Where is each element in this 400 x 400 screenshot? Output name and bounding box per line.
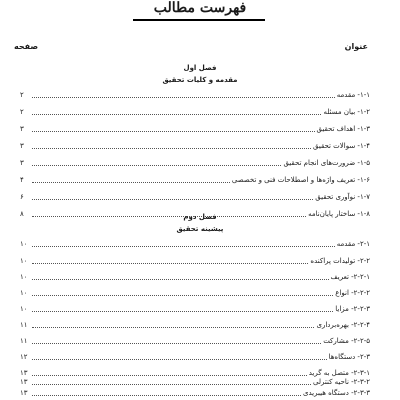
toc-entry-page: ۲	[20, 91, 24, 99]
toc-entry-page: ۴	[20, 176, 24, 184]
dot-leader	[32, 279, 329, 280]
toc-entry-page: ۱۳	[20, 369, 28, 377]
toc-entry[interactable]	[20, 270, 370, 282]
toc-entry[interactable]	[20, 334, 370, 346]
dot-leader	[32, 199, 313, 200]
toc-entry[interactable]	[20, 105, 370, 117]
chapter2-subtitle: پیشینه تحقیق	[176, 225, 224, 233]
chapter1-subtitle: مقدمه و کلیات تحقیق	[162, 76, 238, 84]
toc-entry-title: ۲-۳-۲- ناحیه کنترلی	[313, 378, 370, 386]
toc-entry[interactable]	[20, 386, 370, 398]
dot-leader	[32, 263, 308, 264]
toc-entry-title: ۲-۱- مقدمه	[336, 240, 370, 248]
dot-leader	[32, 327, 314, 328]
dot-leader	[32, 246, 335, 247]
dot-leader	[32, 131, 315, 132]
toc-entry-page: ۸	[20, 210, 24, 218]
toc-entry-title: ۲-۲-۳- مزایا	[335, 305, 370, 313]
toc-entry-title: ۲-۲-۲- انواع	[335, 289, 370, 297]
toc-entry[interactable]	[20, 122, 370, 134]
chapter1-heading: فصل اول	[183, 64, 217, 72]
dot-leader	[32, 343, 321, 344]
toc-entry-page: ۳	[20, 125, 24, 133]
toc-entry[interactable]	[20, 350, 370, 362]
dot-leader	[32, 182, 230, 183]
toc-entry-page: ۱۰	[20, 273, 28, 281]
toc-entry[interactable]	[20, 237, 370, 249]
toc-entry[interactable]	[20, 286, 370, 298]
toc-entry-title: ۲-۳- دستگاه‌ها	[328, 353, 370, 361]
toc-entry-title: ۱-۷- نوآوری تحقیق	[315, 193, 370, 201]
toc-entry-title: ۱-۵- ضرورت‌های انجام تحقیق	[283, 159, 370, 167]
toc-entry-page: ۱۱	[20, 337, 28, 345]
toc-entry-title: ۱-۸- ساختار پایان‌نامه	[308, 210, 370, 218]
page-title: فهرست مطالب	[153, 0, 247, 16]
toc-entry[interactable]	[20, 88, 370, 100]
toc-entry-title: ۱-۳- اهداف تحقیق	[316, 125, 370, 133]
toc-entry-page: ۳	[20, 159, 24, 167]
chapter2-heading: فصل دوم	[183, 213, 217, 221]
toc-entry-page: ۶	[20, 193, 24, 201]
dot-leader	[32, 295, 333, 296]
toc-entry-title: ۲-۲-۱- تعریف	[330, 273, 370, 281]
subject-column-header: عنوان	[344, 42, 368, 51]
toc-entry[interactable]	[20, 318, 370, 330]
dot-leader	[32, 114, 321, 115]
toc-entry-page: ۱۲	[20, 353, 28, 361]
toc-entry-title: ۲-۲-۴- بهره‌برداری	[316, 321, 370, 329]
toc-entry-title: ۱-۲- بیان مسئله	[323, 108, 370, 116]
toc-entry[interactable]	[20, 190, 370, 202]
toc-entry[interactable]	[20, 173, 370, 185]
dot-leader	[32, 384, 311, 385]
toc-entry-title: ۲-۲-۵- مشارکت	[323, 337, 370, 345]
dot-leader	[32, 97, 335, 98]
toc-entry-page: ۱۳	[20, 389, 28, 397]
toc-entry-page: ۲	[20, 108, 24, 116]
dot-leader	[32, 148, 311, 149]
dot-leader	[32, 395, 301, 396]
toc-entry-title: ۱-۱- مقدمه	[336, 91, 370, 99]
toc-entry-page: ۱۰	[20, 240, 28, 248]
title-underline	[133, 19, 265, 21]
toc-entry-page: ۱۳	[20, 378, 28, 386]
toc-entry-title: ۱-۴- سوالات تحقیق	[313, 142, 370, 150]
toc-entry[interactable]	[20, 139, 370, 151]
dot-leader	[32, 311, 333, 312]
toc-entry-title: ۲-۳-۱- متصل به گرید	[308, 369, 370, 377]
toc-entry[interactable]	[20, 302, 370, 314]
toc-entry-title: ۲-۲- تولیدات پراکنده	[310, 257, 370, 265]
toc-entry-page: ۱۰	[20, 305, 28, 313]
toc-entry-page: ۱۰	[20, 257, 28, 265]
dot-leader	[32, 165, 281, 166]
dot-leader	[32, 359, 327, 360]
toc-entry-title: ۲-۳-۳- دستگاه هیبریدی	[303, 389, 370, 397]
toc-entry-page: ۱۱	[20, 321, 28, 329]
toc-entry[interactable]	[20, 254, 370, 266]
toc-entry-page: ۳	[20, 142, 24, 150]
toc-entry-page: ۱۰	[20, 289, 28, 297]
page-column-header: صفحه	[14, 42, 39, 51]
toc-entry[interactable]	[20, 156, 370, 168]
toc-entry-title: ۱-۶- تعریف واژه‌ها و اصطلاحات فنی و تخصصی	[231, 176, 370, 184]
